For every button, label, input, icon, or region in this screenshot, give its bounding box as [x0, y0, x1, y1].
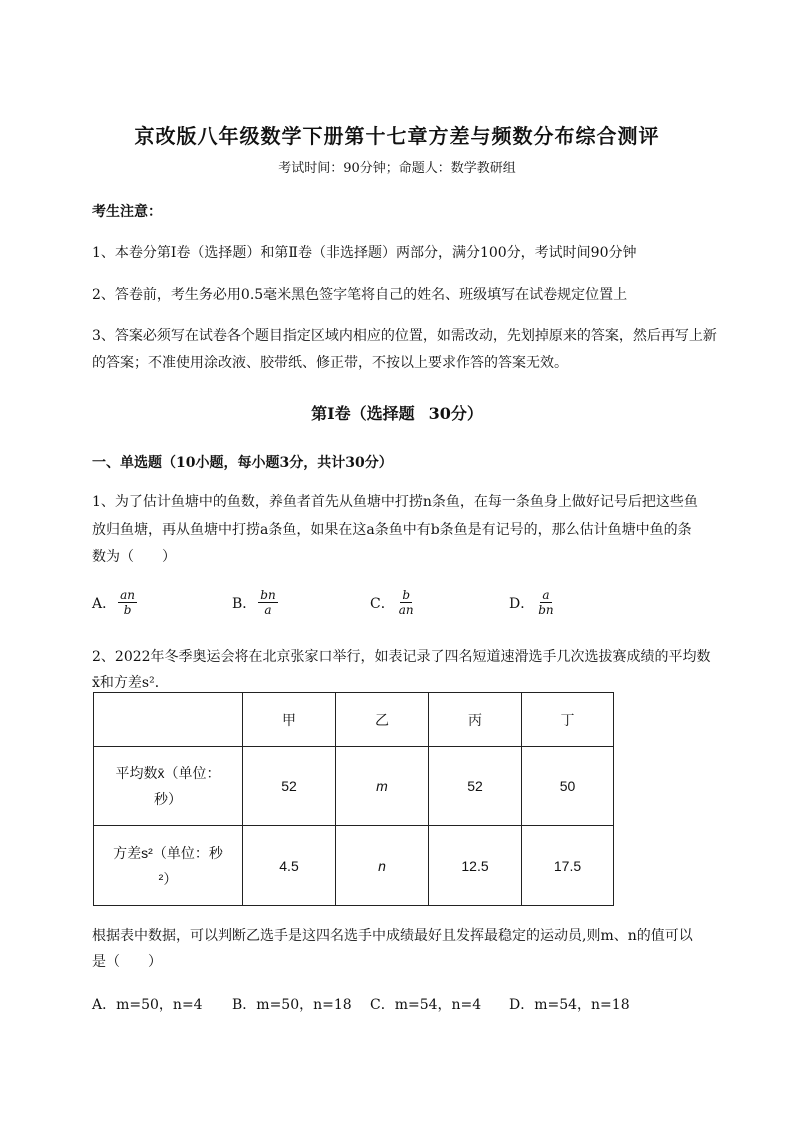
q2-after-line-2: 是（ ）: [92, 954, 162, 970]
table-cell: 52: [243, 747, 336, 826]
part-heading: 一、单选题（10小题，每小题3分，共计30分）: [92, 455, 393, 471]
q2-option-a[interactable]: A．m=50，n=4: [92, 997, 203, 1013]
q1-option-b[interactable]: B． $\frac{bn}{a}$: [232, 588, 276, 617]
document-title: 京改版八年级数学下册第十七章方差与频数分布综合测评: [134, 124, 660, 148]
q2-option-b[interactable]: B．m=50，n=18: [232, 997, 352, 1013]
row-label: 方差s²（单位：秒 ²）: [94, 826, 243, 906]
table-cell: 4.5: [243, 826, 336, 906]
notice-item-1: 1、本卷分第I卷（选择题）和第Ⅱ卷（非选择题）两部分，满分100分，考试时间90分钟: [92, 245, 637, 261]
table-header-cell: 甲: [243, 693, 336, 747]
score-table: [93, 692, 614, 906]
table-cell: 50: [522, 747, 614, 826]
q1-option-c[interactable]: C． $\frac{b}{an}$: [370, 588, 414, 617]
table-header-cell: 乙: [336, 693, 429, 747]
table-cell: 12.5: [429, 826, 522, 906]
table-header-row: [94, 693, 614, 747]
q1-line-2: 放归鱼塘，再从鱼塘中打捞a条鱼，如果在这a条鱼中有b条鱼是有记号的，那么估计鱼塘中鱼的条: [92, 522, 692, 538]
q2-after-line-1: 根据表中数据，可以判断乙选手是这四名选手中成绩最好且发挥最稳定的运动员,则m、n的值可以: [92, 928, 693, 944]
table-header-cell: 丁: [522, 693, 614, 747]
fraction: $\frac{an}{b}$: [120, 588, 136, 617]
q1-option-a[interactable]: A． $\frac{an}{b}$: [92, 588, 136, 617]
section-title: 第I卷（选择题 30分）: [311, 404, 483, 423]
row-label: 平均数x̄（单位： 秒）: [94, 747, 243, 826]
q2-option-d[interactable]: D．m=54，n=18: [509, 997, 630, 1013]
notice-item-2: 2、答卷前，考生务必用0.5毫米黑色签字笔将自己的姓名、班级填写在试卷规定位置上: [92, 287, 628, 303]
notice-item-3: 3、答案必须写在试卷各个题目指定区域内相应的位置，如需改动，先划掉原来的答案，然后再写上新: [92, 328, 717, 344]
table-row: [94, 747, 614, 826]
q2-option-c[interactable]: C．m=54，n=4: [370, 997, 482, 1013]
table-header-cell: [94, 693, 243, 747]
fraction: $\frac{a}{bn}$: [538, 588, 554, 617]
table-cell: m: [336, 747, 429, 826]
document-subtitle: 考试时间：90分钟；命题人：数学教研组: [278, 161, 516, 176]
q1-line-1: 1、为了估计鱼塘中的鱼数，养鱼者首先从鱼塘中打捞n条鱼，在每一条鱼身上做好记号后把这些鱼: [92, 494, 698, 510]
q1-option-d[interactable]: D． $\frac{a}{bn}$: [509, 588, 554, 617]
fraction: $\frac{b}{an}$: [398, 588, 414, 617]
table-row: [94, 826, 614, 906]
table-header-cell: 丙: [429, 693, 522, 747]
q2-line-1: 2、2022年冬季奥运会将在北京张家口举行，如表记录了四名短道速滑选手几次选拔赛成绩的平均数: [92, 649, 711, 665]
q1-line-3: 数为（ ）: [92, 549, 176, 565]
q2-line-2: x̄和方差s²．: [92, 675, 169, 691]
table-cell: n: [336, 826, 429, 906]
notice-heading: 考生注意：: [92, 204, 162, 220]
notice-item-3-cont: 的答案；不准使用涂改液、胶带纸、修正带，不按以上要求作答的答案无效。: [92, 355, 568, 371]
table-cell: 52: [429, 747, 522, 826]
fraction: $\frac{bn}{a}$: [260, 588, 276, 617]
table-cell: 17.5: [522, 826, 614, 906]
